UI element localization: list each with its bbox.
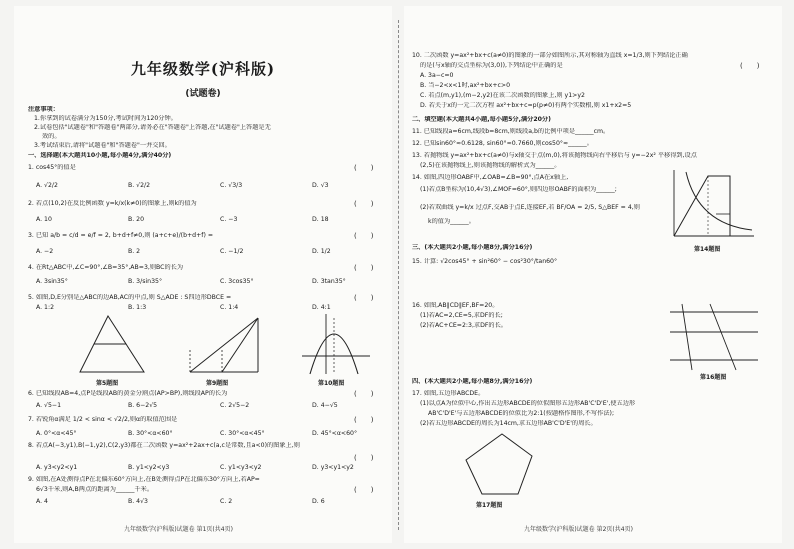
question-7: 7. 若锐角α满足 1/2 < sinα < √2/2,则α的取值范围是 [28,416,178,423]
section-2-heading: 二、填空题(本大题共4小题,每小题5分,满分20分) [412,116,551,123]
answer-paren-1: ( ) [354,164,374,172]
figure-5-triangle [74,312,154,378]
question-10-line-1: 10. 二次函数 y=ax²+bx+c(a≠0)的图象的一部分如图所示,其对称轴为直线 x=1/3,则下列结论正确 [412,52,688,59]
question-16: 16. 如图,AB∥CD∥EF,BF=20。 [412,302,499,309]
question-13-line-2: (2,5)在该抛物线上,则该抛物线的解析式为______。 [420,162,561,169]
page-divider [398,20,399,530]
exam-subtitle: (试题卷) [185,89,221,99]
question-10-option-a: A. 3a−c=0 [420,72,454,79]
question-6: 6. 已知线段AB=4,点P是线段AB的黄金分割点(AP>BP),则线段AP的长为 [28,390,228,397]
figure-5-caption: 第5题图 [96,380,119,387]
figure-17-pentagon [458,430,538,500]
answer-paren-6: ( ) [354,390,374,398]
answer-paren-4: ( ) [354,264,374,272]
question-1-options: A. √2/2 B. √2/2 C. √3/3 D. √3 [36,182,329,189]
question-1: 1. cos45°的值是 [28,164,76,171]
page-1 [14,6,392,543]
question-14: 14. 如图,四边形OABF中,∠OAB=∠B=90°,点A在x轴上, [412,174,569,181]
question-15: 15. 计算: √2cos45° + sin²60° − cos²30°/tan60° [412,258,558,265]
question-5-options: A. 1:2 B. 1:3 C. 1:4 D. 4:1 [36,304,331,311]
note-1: 1.你拿到的试卷满分为150分,考试时间为120分钟。 [34,115,177,122]
question-14-part-1: (1)若点B坐标为(10,4√3),∠MOF=60°,则四边形OABF的面积为______; [420,186,617,193]
figure-9-diagram [184,312,264,378]
question-4: 4. 在Rt△ABC中,∠C=90°,∠B=35°,AB=3,则BC的长为 [28,264,184,271]
question-5: 5. 如图,D,E分别是△ABC的边AB,AC的中点,则 S△ADE : S四边形DBCE = [28,294,232,301]
figure-10-parabola [298,312,374,378]
question-16-part-2: (2)若AC+CE=2:3,求DF的长。 [420,322,507,329]
notes-heading: 注意事项： [28,106,59,113]
figure-10-caption: 第10题图 [318,380,345,387]
question-10-option-d: D. 若关于x的一元二次方程 ax²+bx+c=p(p≠0)有两个实数根,则 x1+x2=5 [420,102,632,109]
question-2-options: A. 10 B. 20 C. −3 D. 18 [36,216,329,223]
figure-16-caption: 第16题图 [700,374,727,381]
question-10-option-c: C. 若点(m,y1),(m−2,y2)在该二次函数的图象上,则 y1>y2 [420,92,585,99]
answer-paren-5: ( ) [354,294,374,302]
question-9-options: A. 4 B. 4√3 C. 2 D. 6 [36,498,325,505]
question-8-options: A. y3<y2<y1 B. y1<y2<y3 C. y1<y3<y2 D. y3<y1<y2 [36,464,354,471]
note-2: 2.试卷包括"试题卷"和"答题卷"两部分,请务必在"答题卷"上答题,在"试题卷"上答题是无 [34,124,271,131]
answer-paren-8: ( ) [354,454,374,462]
answer-paren-9: ( ) [354,486,374,494]
question-12: 12. 已知sin60°≈0.6128, sin60°≈0.7660,则cos50°≈______。 [412,140,593,147]
question-9-line-1: 9. 如图,在A处测得点P在北偏东60°方向上,在B处测得点P在北偏东30°方向上,若AP= [28,476,260,483]
exam-title: 九年级数学(沪科版) [130,60,276,78]
question-7-options: A. 0°<α<45° B. 30°<α<60° C. 30°<α<45° D. 45°<α<60° [36,430,358,437]
section-4-heading: 四、(本大题共2小题,每小题8分,满分16分) [412,378,533,385]
section-1-heading: 一、选择题(本大题共10小题,每小题4分,满分40分) [28,152,172,159]
question-17-part-2: (2)若五边形ABCDE的周长为14cm,求五边形AB'C'D'E'的周长。 [420,420,597,427]
page-1-footer: 九年级数学(沪科版)试题卷 第1页(共4页) [124,526,233,533]
section-3-heading: 三、(本大题共2小题,每小题8分,满分16分) [412,244,533,251]
question-3: 3. 已知 a/b = c/d = e/f = 2, b+d+f≠0,则 (a+c+e)/(b+d+f) = [28,232,214,239]
question-4-options: A. 3sin35° B. 3/sin35° C. 3cos35° D. 3tan35° [36,278,346,285]
figure-9-caption: 第9题图 [206,380,229,387]
answer-paren-10: ( ) [740,62,760,70]
question-8: 8. 若点A(−3,y1),B(−1,y2),C(2,y3)都在二次函数 y=ax²+2ax+c(a,c是常数,且a<0)的图象上,则 [28,442,300,449]
question-6-options: A. √5−1 B. 6−2√5 C. 2√5−2 D. 4−√5 [36,402,338,409]
question-11: 11. 已知线段a=6cm,线段b=8cm,则线段a,b的比例中项是______cm。 [412,128,610,135]
question-10-line-2: 的是(与x轴的交点坐标为(3,0)),下列结论中正确的是 [420,62,563,69]
question-3-options: A. −2 B. 2 C. −1/2 D. 1/2 [36,248,331,255]
figure-17-caption: 第17题图 [476,502,503,509]
question-17: 17. 如图,五边形ABCDE。 [412,390,485,397]
note-3: 3.考试结束后,请将"试题卷"和"答题卷"一并交回。 [34,142,171,149]
question-13-line-1: 13. 若抛物线 y=ax²+bx+c(a≠0)与x轴交于点(m,0),将该抛物线向右平移后与 y=−2x² 平移得到,设点 [412,152,697,159]
page-2-footer: 九年级数学(沪科版)试题卷 第2页(共4页) [524,526,633,533]
answer-paren-2: ( ) [354,200,374,208]
question-17-part-1: (1)以点A为位似中心,作出五边形ABCDE的位似图形五边形AB'C'D'E',使五边形 [420,400,636,407]
page-2 [404,6,782,543]
question-14-part-2-cont: k的值为______。 [428,218,475,225]
figure-14-caption: 第14题图 [694,246,721,253]
question-9-line-2: 6√3千米,则A,B两点的距离为______千米。 [36,486,154,493]
question-17-part-1-cont: AB'C'D'E'与五边形ABCDE的位似比为2:1(按题格作图形,不写作法); [428,410,615,417]
question-14-part-2: (2)若双曲线 y=k/x 过点F,交AB于点E,连接EF,若 BF/OA = 2/5, S△BEF = 4,则 [420,204,640,211]
question-16-part-1: (1)若AC=2,CE=5,求DF的长; [420,312,503,319]
question-10-option-b: B. 当−2<x<1时,ax²+bx+c>0 [420,82,511,89]
question-2: 2. 若点(10,2)在反比例函数 y=k/x(k≠0)的图象上,则k的值为 [28,200,197,207]
figure-16-parallel-lines [666,302,762,372]
answer-paren-7: ( ) [354,416,374,424]
answer-paren-3: ( ) [354,232,374,240]
figure-14-diagram [668,168,758,244]
note-2-cont: 效的。 [42,133,61,140]
